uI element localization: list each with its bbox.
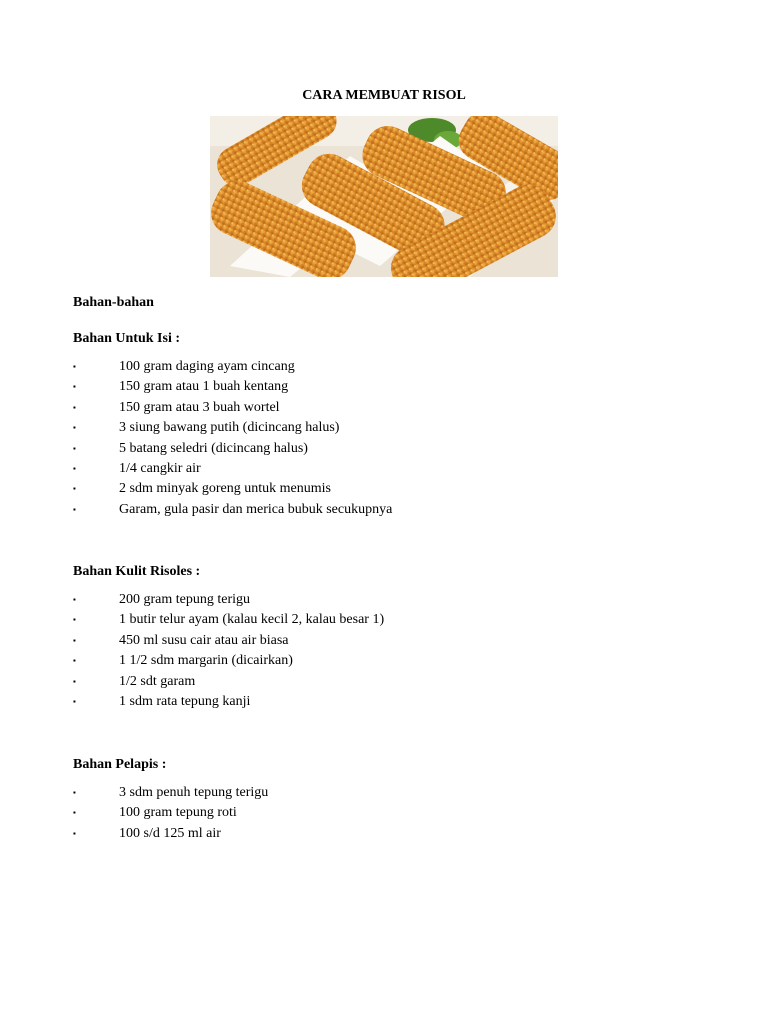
bullet-icon: ▪	[73, 402, 76, 412]
section-title-skin: Bahan Kulit Risoles :	[73, 564, 201, 579]
bullet-icon: ▪	[73, 808, 76, 818]
bullet-icon: ▪	[73, 504, 76, 514]
section-title-filling: Bahan Untuk Isi :	[73, 331, 180, 346]
ingredients-heading: Bahan-bahan	[73, 295, 154, 310]
bullet-icon: ▪	[73, 484, 76, 494]
bullet-icon: ▪	[73, 828, 76, 838]
section-title-coating: Bahan Pelapis :	[73, 757, 167, 772]
bullet-icon: ▪	[73, 443, 76, 453]
bullet-icon: ▪	[73, 423, 76, 433]
bullet-icon: ▪	[73, 615, 76, 625]
bullet-icon: ▪	[73, 595, 76, 604]
risoles-photo	[210, 116, 558, 277]
bullet-icon: ▪	[73, 676, 76, 686]
bullet-icon: ▪	[73, 635, 76, 645]
bullet-icon: ▪	[73, 463, 76, 473]
bullet-icon: ▪	[73, 382, 76, 392]
bullet-icon: ▪	[73, 656, 76, 666]
page-title: CARA MEMBUAT RISOL	[302, 88, 466, 103]
bullet-icon: ▪	[73, 362, 76, 371]
bullet-icon: ▪	[73, 788, 76, 797]
bullet-icon: ▪	[73, 696, 76, 706]
